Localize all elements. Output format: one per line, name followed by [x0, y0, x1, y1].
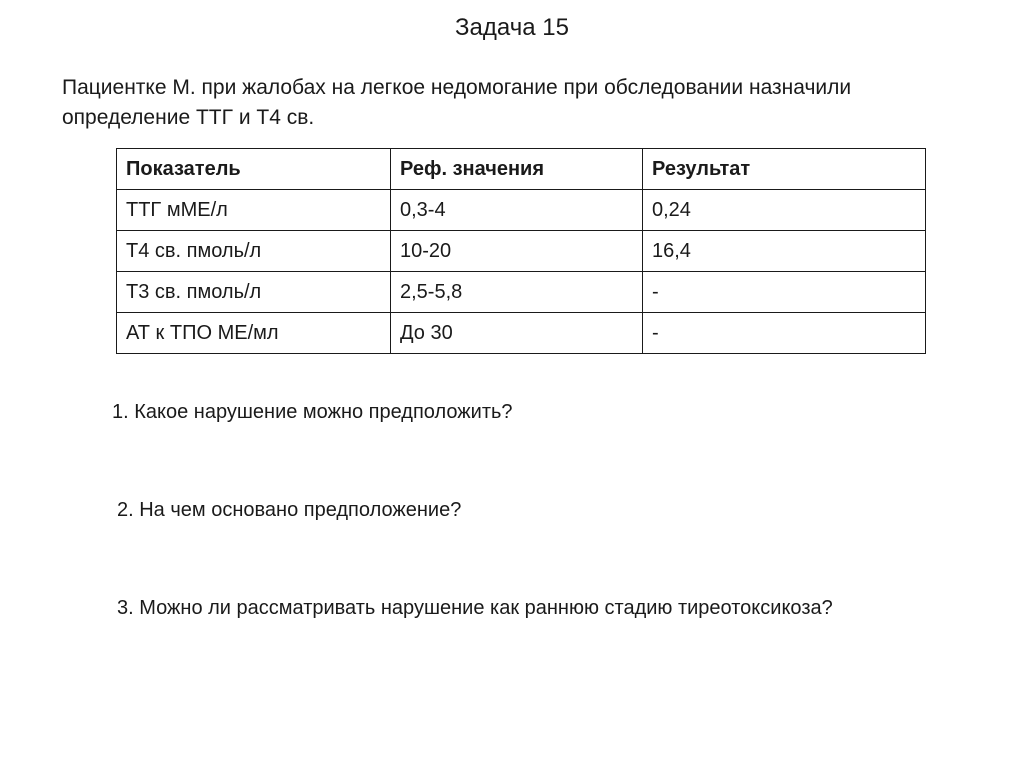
table-row — [117, 190, 926, 231]
table-row — [117, 272, 926, 313]
result-cell: - — [643, 313, 926, 354]
indicator-cell: АТ к ТПО МЕ/мл — [117, 313, 391, 354]
header-indicator: Показатель — [117, 149, 391, 190]
reference-cell: 10-20 — [391, 231, 643, 272]
question-1: 1. Какое нарушение можно предположить? — [112, 401, 513, 423]
table-header-row — [117, 149, 926, 190]
case-description — [62, 73, 972, 133]
question-2: 2. На чем основано предположение? — [117, 499, 462, 521]
lab-results-table — [116, 148, 926, 354]
indicator-cell: Т3 св. пмоль/л — [117, 272, 391, 313]
result-cell: 16,4 — [643, 231, 926, 272]
question-3: 3. Можно ли рассматривать нарушение как раннюю стадию тиреотоксикоза? — [117, 597, 833, 619]
slide-title: Задача 15 — [455, 14, 569, 41]
reference-cell: 0,3-4 — [391, 190, 643, 231]
header-result: Результат — [643, 149, 926, 190]
header-reference-values: Реф. значения — [391, 149, 643, 190]
reference-cell: До 30 — [391, 313, 643, 354]
indicator-cell: ТТГ мМЕ/л — [117, 190, 391, 231]
result-cell: - — [643, 272, 926, 313]
case-description-line-2: определение ТТГ и Т4 св. — [62, 106, 315, 129]
result-cell: 0,24 — [643, 190, 926, 231]
case-description-line-1: Пациентке М. при жалобах на легкое недомогание при обследовании назначили — [62, 76, 852, 99]
table-row — [117, 231, 926, 272]
reference-cell: 2,5-5,8 — [391, 272, 643, 313]
table-row — [117, 313, 926, 354]
indicator-cell: Т4 св. пмоль/л — [117, 231, 391, 272]
